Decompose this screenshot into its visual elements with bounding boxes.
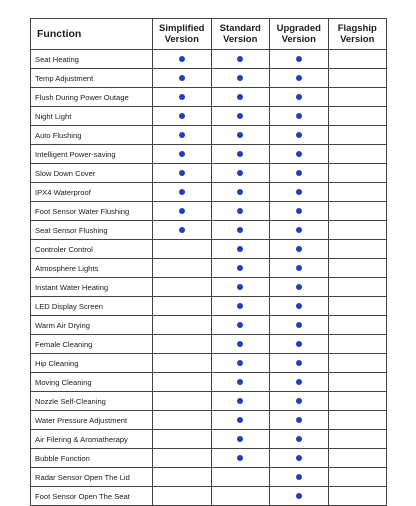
table-row (31, 126, 387, 145)
feature-label: Foot Sensor Open The Seat (31, 487, 153, 506)
feature-cell (328, 449, 387, 468)
feature-cell (153, 373, 212, 392)
table-row (31, 392, 387, 411)
included-dot-icon (296, 189, 302, 195)
included-dot-icon (179, 75, 185, 81)
included-dot-icon (237, 151, 243, 157)
feature-cell (211, 449, 270, 468)
table-row (31, 240, 387, 259)
feature-cell (328, 468, 387, 487)
table-row (31, 164, 387, 183)
header-line-1: Standard (219, 23, 261, 34)
included-dot-icon (296, 170, 302, 176)
included-dot-icon (296, 94, 302, 100)
feature-cell (153, 449, 212, 468)
feature-cell (270, 335, 329, 354)
included-dot-icon (237, 322, 243, 328)
feature-label: Auto Flushing (31, 126, 153, 145)
feature-cell (328, 411, 387, 430)
included-dot-icon (296, 436, 302, 442)
feature-label: Flush During Power Outage (31, 88, 153, 107)
included-dot-icon (296, 75, 302, 81)
feature-cell (153, 126, 212, 145)
feature-cell (153, 392, 212, 411)
feature-cell (270, 183, 329, 202)
feature-cell (328, 354, 387, 373)
feature-cell (153, 69, 212, 88)
feature-cell (153, 430, 212, 449)
feature-cell (211, 373, 270, 392)
feature-label: Atmosphere Lights (31, 259, 153, 278)
included-dot-icon (237, 246, 243, 252)
feature-cell (270, 164, 329, 183)
standard-version-header (211, 19, 270, 50)
feature-cell (270, 145, 329, 164)
upgraded-version-header (270, 19, 329, 50)
table-row (31, 487, 387, 506)
feature-cell (211, 278, 270, 297)
table-row (31, 468, 387, 487)
feature-cell (328, 164, 387, 183)
feature-cell (328, 107, 387, 126)
header-line-1: Flagship (337, 23, 377, 34)
feature-cell (153, 145, 212, 164)
feature-label: Nozzle Self-Cleaning (31, 392, 153, 411)
table-row (31, 183, 387, 202)
included-dot-icon (179, 94, 185, 100)
feature-cell (211, 221, 270, 240)
included-dot-icon (237, 436, 243, 442)
included-dot-icon (296, 151, 302, 157)
feature-cell (153, 50, 212, 69)
feature-cell (211, 354, 270, 373)
included-dot-icon (179, 170, 185, 176)
table-row (31, 221, 387, 240)
table-row (31, 88, 387, 107)
table-row (31, 430, 387, 449)
feature-label: Night Light (31, 107, 153, 126)
feature-cell (211, 202, 270, 221)
feature-cell (211, 297, 270, 316)
feature-cell (328, 487, 387, 506)
included-dot-icon (296, 113, 302, 119)
header-row (31, 19, 387, 50)
included-dot-icon (237, 398, 243, 404)
feature-cell (328, 430, 387, 449)
function-column-header: Function (31, 19, 153, 50)
feature-rows (31, 50, 387, 506)
included-dot-icon (296, 455, 302, 461)
table-row (31, 259, 387, 278)
feature-cell (270, 259, 329, 278)
feature-cell (270, 487, 329, 506)
feature-cell (153, 316, 212, 335)
feature-cell (153, 107, 212, 126)
included-dot-icon (237, 56, 243, 62)
feature-cell (153, 297, 212, 316)
feature-cell (270, 278, 329, 297)
included-dot-icon (296, 341, 302, 347)
feature-cell (211, 240, 270, 259)
included-dot-icon (237, 379, 243, 385)
feature-cell (211, 88, 270, 107)
feature-cell (211, 126, 270, 145)
feature-cell (270, 221, 329, 240)
feature-cell (153, 411, 212, 430)
feature-label: LED Display Screen (31, 297, 153, 316)
feature-cell (211, 335, 270, 354)
included-dot-icon (179, 208, 185, 214)
included-dot-icon (237, 132, 243, 138)
feature-label: Bubble Function (31, 449, 153, 468)
feature-cell (328, 335, 387, 354)
feature-cell (270, 69, 329, 88)
feature-cell (270, 316, 329, 335)
included-dot-icon (296, 303, 302, 309)
feature-cell (211, 259, 270, 278)
table-row (31, 145, 387, 164)
feature-label: Intelligent Power-saving (31, 145, 153, 164)
feature-cell (328, 69, 387, 88)
feature-cell (270, 50, 329, 69)
feature-cell (270, 449, 329, 468)
table-row (31, 69, 387, 88)
feature-label: Hip Cleaning (31, 354, 153, 373)
included-dot-icon (237, 94, 243, 100)
included-dot-icon (179, 227, 185, 233)
header-line-1: Simplified (159, 23, 205, 34)
feature-label: Instant Water Heating (31, 278, 153, 297)
feature-cell (270, 240, 329, 259)
header-line-1: Upgraded (276, 23, 321, 34)
feature-label: Air Filering & Aromatherapy (31, 430, 153, 449)
feature-label: IPX4 Waterproof (31, 183, 153, 202)
included-dot-icon (296, 284, 302, 290)
feature-cell (211, 145, 270, 164)
feature-label: Warm Air Drying (31, 316, 153, 335)
table-row (31, 373, 387, 392)
feature-label: Foot Sensor Water Flushing (31, 202, 153, 221)
included-dot-icon (237, 75, 243, 81)
feature-label: Controler Control (31, 240, 153, 259)
feature-cell (270, 107, 329, 126)
feature-label: Moving Cleaning (31, 373, 153, 392)
included-dot-icon (296, 56, 302, 62)
table-row (31, 107, 387, 126)
feature-cell (211, 183, 270, 202)
included-dot-icon (237, 227, 243, 233)
feature-cell (153, 259, 212, 278)
feature-cell (153, 278, 212, 297)
feature-label: Seat Heating (31, 50, 153, 69)
feature-cell (270, 297, 329, 316)
included-dot-icon (296, 379, 302, 385)
feature-cell (211, 487, 270, 506)
feature-cell (328, 145, 387, 164)
feature-cell (211, 430, 270, 449)
feature-cell (328, 240, 387, 259)
feature-cell (270, 126, 329, 145)
feature-cell (270, 373, 329, 392)
included-dot-icon (296, 132, 302, 138)
feature-cell (153, 88, 212, 107)
included-dot-icon (296, 227, 302, 233)
feature-label: Radar Sensor Open The Lid (31, 468, 153, 487)
feature-cell (270, 88, 329, 107)
feature-cell (270, 392, 329, 411)
feature-cell (328, 88, 387, 107)
included-dot-icon (296, 398, 302, 404)
feature-cell (328, 202, 387, 221)
included-dot-icon (296, 322, 302, 328)
feature-cell (270, 468, 329, 487)
included-dot-icon (237, 417, 243, 423)
included-dot-icon (296, 474, 302, 480)
table-row (31, 411, 387, 430)
feature-cell (328, 183, 387, 202)
flagship-version-header (328, 19, 387, 50)
included-dot-icon (296, 246, 302, 252)
feature-cell (153, 221, 212, 240)
feature-cell (328, 392, 387, 411)
included-dot-icon (237, 303, 243, 309)
included-dot-icon (179, 56, 185, 62)
included-dot-icon (237, 341, 243, 347)
table-row (31, 316, 387, 335)
table-row (31, 50, 387, 69)
included-dot-icon (179, 113, 185, 119)
feature-cell (153, 202, 212, 221)
feature-label: Water Pressure Adjustment (31, 411, 153, 430)
included-dot-icon (296, 493, 302, 499)
feature-cell (153, 354, 212, 373)
simplified-version-header (153, 19, 212, 50)
feature-cell (328, 259, 387, 278)
feature-cell (270, 430, 329, 449)
table-row (31, 202, 387, 221)
feature-cell (211, 316, 270, 335)
included-dot-icon (296, 208, 302, 214)
feature-cell (153, 487, 212, 506)
table-row (31, 278, 387, 297)
feature-cell (153, 335, 212, 354)
included-dot-icon (296, 360, 302, 366)
feature-cell (153, 240, 212, 259)
included-dot-icon (179, 151, 185, 157)
feature-cell (328, 50, 387, 69)
header-line-2: Version (164, 34, 199, 45)
feature-cell (211, 50, 270, 69)
feature-comparison-table (30, 18, 387, 506)
feature-cell (270, 202, 329, 221)
included-dot-icon (179, 189, 185, 195)
included-dot-icon (237, 208, 243, 214)
included-dot-icon (296, 417, 302, 423)
comparison-sheet (30, 18, 386, 506)
included-dot-icon (237, 360, 243, 366)
included-dot-icon (296, 265, 302, 271)
table-row (31, 449, 387, 468)
feature-cell (328, 297, 387, 316)
feature-label: Slow Down Cover (31, 164, 153, 183)
feature-cell (211, 468, 270, 487)
feature-cell (270, 354, 329, 373)
included-dot-icon (237, 189, 243, 195)
feature-cell (328, 373, 387, 392)
feature-cell (270, 411, 329, 430)
feature-label: Female Cleaning (31, 335, 153, 354)
included-dot-icon (179, 132, 185, 138)
feature-cell (211, 392, 270, 411)
table-row (31, 335, 387, 354)
feature-cell (328, 278, 387, 297)
feature-cell (328, 126, 387, 145)
feature-label: Seat Sensor Flushing (31, 221, 153, 240)
table-row (31, 297, 387, 316)
feature-label: Temp Adjustment (31, 69, 153, 88)
included-dot-icon (237, 455, 243, 461)
feature-cell (153, 164, 212, 183)
feature-cell (328, 316, 387, 335)
header-line-2: Version (223, 34, 258, 45)
table-row (31, 354, 387, 373)
included-dot-icon (237, 265, 243, 271)
feature-cell (211, 69, 270, 88)
header-line-2: Version (281, 34, 316, 45)
feature-cell (153, 468, 212, 487)
included-dot-icon (237, 284, 243, 290)
feature-cell (211, 164, 270, 183)
feature-cell (211, 107, 270, 126)
feature-cell (211, 411, 270, 430)
included-dot-icon (237, 170, 243, 176)
included-dot-icon (237, 113, 243, 119)
feature-cell (328, 221, 387, 240)
header-line-2: Version (340, 34, 375, 45)
feature-cell (153, 183, 212, 202)
